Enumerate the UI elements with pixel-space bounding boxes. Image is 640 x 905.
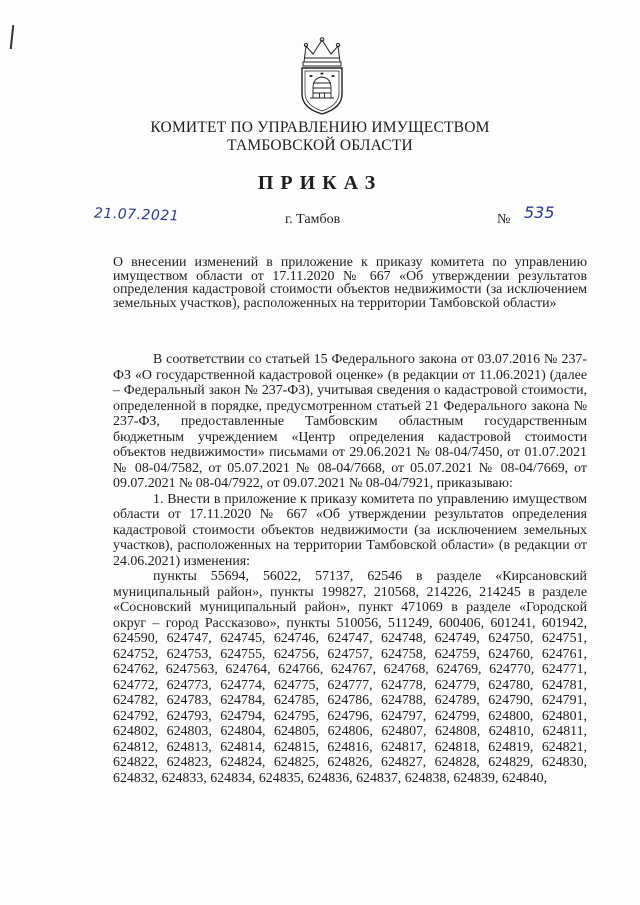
- order-city: г. Тамбов: [285, 212, 341, 227]
- preamble-paragraph: В соответствии со статьей 15 Федерального закона от 03.07.2016 № 237-ФЗ «О государственной кадастровой оценке» (в редакции от 11.06.2021) (далее – Федеральный закон № 237-ФЗ), учитывая сведения о кадастровой стоимости, определенной в порядке, предусмотренном статьей 21 Федерального закона № 237-ФЗ, предоставленные Тамбовским областным государственным бюджетным учреждением «Центр определения кадастровой стоимости объектов недвижимости» письмами от 29.06.2021 № 08-04/7450, от 01.07.2021 № 08-04/7582, от 05.07.2021 № 08-04/7668, от 05.07.2021 № 08-04/7669, от 09.07.2021 № 08-04/7922, от 09.07.2021 № 08-04/7921, приказываю:: [113, 352, 587, 491]
- tambov-coat-of-arms-icon: [296, 36, 348, 116]
- order-title: ПРИКАЗ: [257, 172, 383, 194]
- committee-line-1: КОМИТЕТ ПО УПРАВЛЕНИЮ ИМУЩЕСТВОМ: [150, 119, 490, 136]
- order-body: [113, 352, 587, 786]
- item-1-paragraph: 1. Внести в приложение к приказу комитета по управлению имуществом области от 17.11.2020 № 667 «Об утверждении результатов определения кадастровой стоимости объектов недвижимости (за исключением земельных участков), расположенных на территории Тамбовской области» (в редакции от 24.06.2021) изменения:: [113, 491, 587, 569]
- points-paragraph: пункты 55694, 56022, 57137, 62546 в разделе «Кирсановский муниципальный район», пункты 199827, 210568, 214226, 214245 в разделе «Сосновский муниципальный район», пункт 471069 в разделе «Городской округ – город Рассказово», пункты 510056, 511249, 600406, 601241, 601942, 624590, 624747, 624745, 624746, 624747, 624748, 624749, 624750, 624751, 624752, 624753, 624755, 624756, 624757, 624758, 624759, 624760, 624761, 624762, 6247563, 624764, 624766, 624767, 624768, 624769, 624770, 624771, 624772, 624773, 624774, 624775, 624777, 624778, 624779, 624780, 624781, 624782, 624783, 624784, 624785, 624786, 624788, 624789, 624790, 624791, 624792, 624793, 624794, 624795, 624796, 624797, 624799, 624800, 624801, 624802, 624803, 624804, 624805, 624806, 624807, 624808, 624810, 624811, 624812, 624813, 624814, 624815, 624816, 624817, 624818, 624819, 624821, 624822, 624823, 624824, 624825, 624826, 624827, 624828, 624829, 624830, 624832, 624833, 624834, 624835, 624836, 624837, 624838, 624839, 624840,: [113, 569, 587, 786]
- committee-line-2: ТАМБОВСКОЙ ОБЛАСТИ: [227, 137, 413, 154]
- order-subject: О внесении изменений в приложение к приказу комитета по управлению имуществом области от 17.11.2020 № 667 «Об утверждении результатов определения кадастровой стоимости объектов недвижимости (за исключением земельных участков), расположенных на территории Тамбовской области»: [113, 255, 587, 311]
- order-number-label: №: [497, 212, 511, 227]
- margin-pen-mark: [10, 25, 14, 49]
- committee-name: [0, 119, 640, 155]
- order-date: 21.07.2021: [93, 205, 180, 225]
- order-number: 535: [524, 203, 555, 222]
